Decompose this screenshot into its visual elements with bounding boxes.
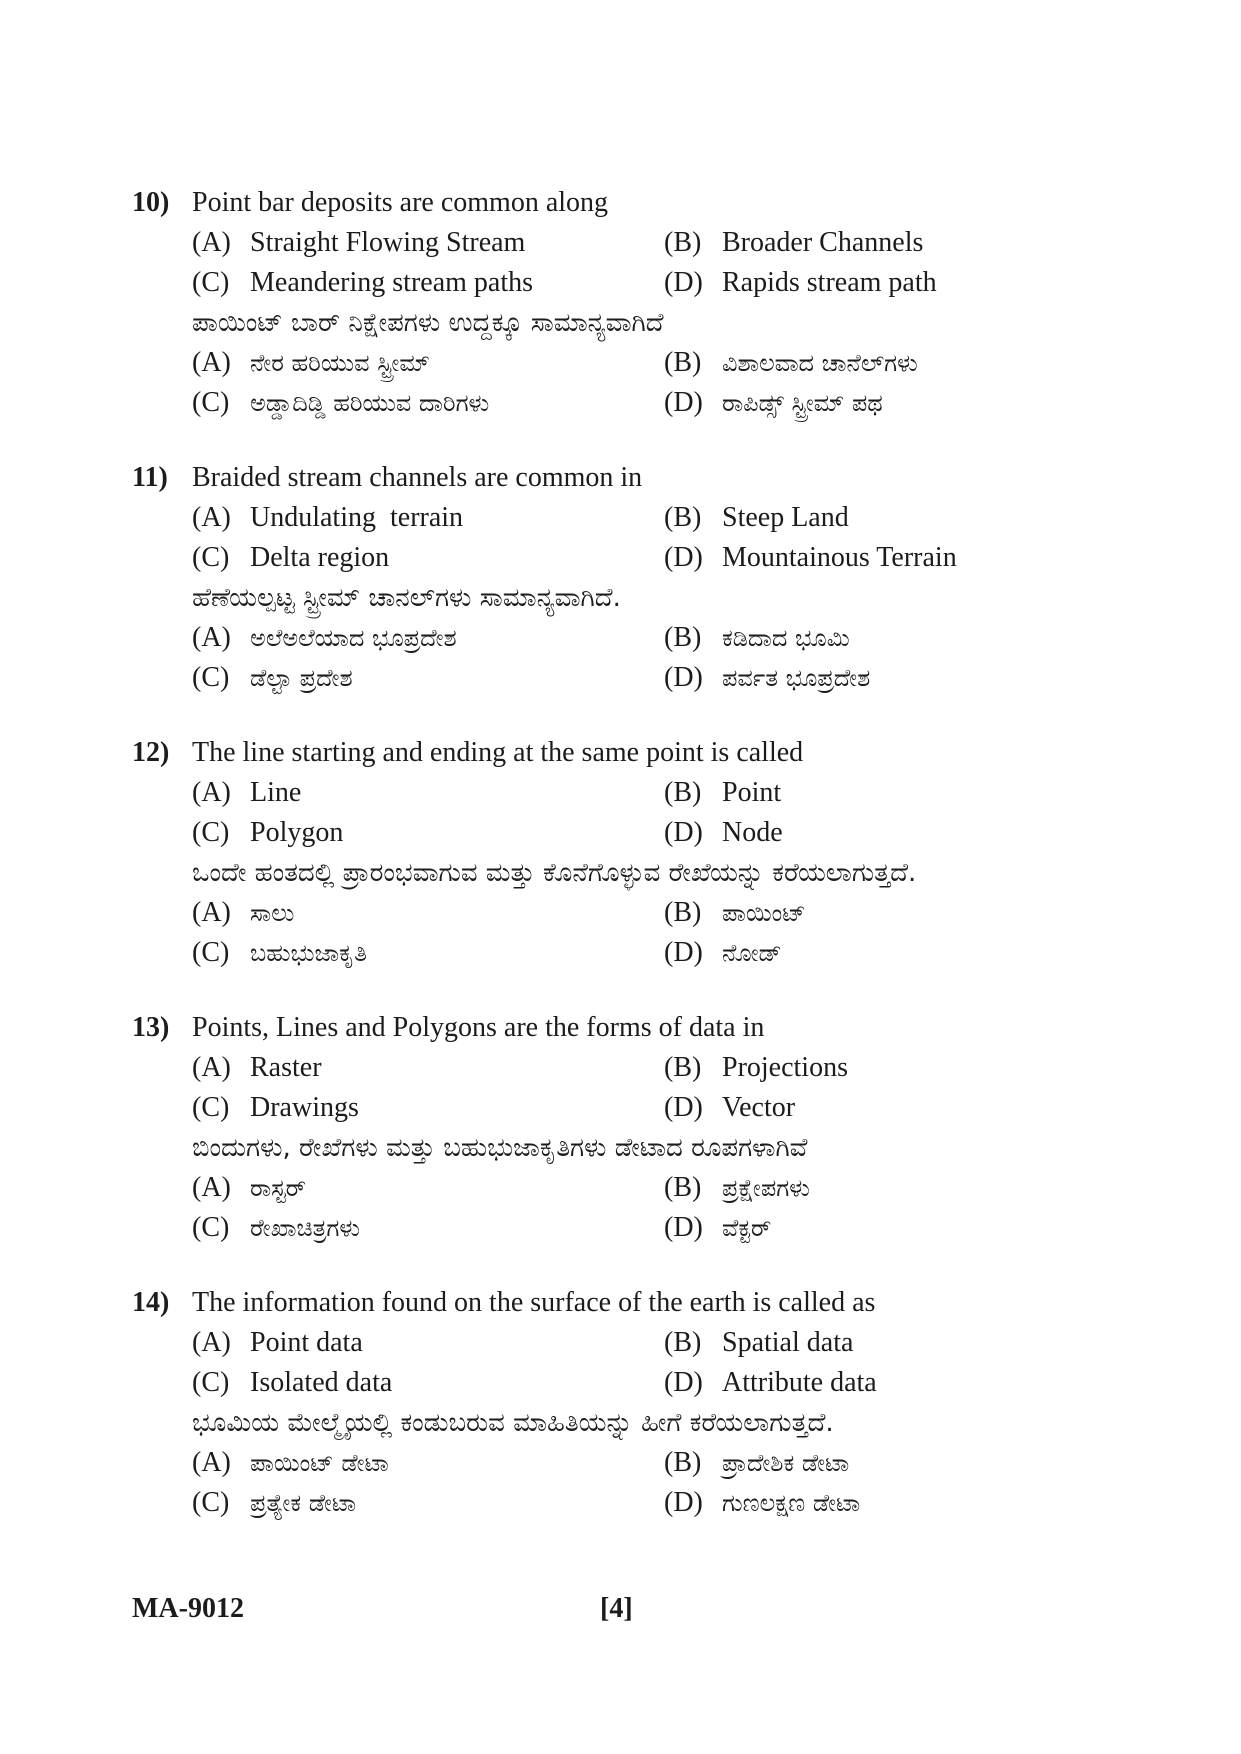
- option-c-kannada: (C) ರೇಖಾಚಿತ್ರಗಳು: [192, 1212, 361, 1243]
- option-a-kannada: (A) ಸಾಲು: [192, 897, 295, 928]
- question-text: The information found on the surface of the earth is called as: [192, 1287, 876, 1318]
- question-text: The line starting and ending at the same point is called: [192, 737, 804, 768]
- option-c-kannada: (C) ಡೆಲ್ಟಾ ಪ್ರದೇಶ: [192, 662, 353, 693]
- option-a-kannada: (A) ನೇರ ಹರಿಯುವ ಸ್ಟ್ರೀಮ್: [192, 347, 430, 378]
- question-11: [132, 458, 1132, 698]
- option-b: (B) Point: [664, 777, 782, 808]
- question-text-kannada: ಒಂದೇ ಹಂತದಲ್ಲಿ ಪ್ರಾರಂಭವಾಗುವ ಮತ್ತು ಕೊನೆಗೊಳ್ಳುವ ರೇಖೆಯನ್ನು ಕರೆಯಲಾಗುತ್ತದೆ.: [192, 858, 917, 888]
- option-a-kannada: (A) ಅಲೆಅಲೆಯಾದ ಭೂಪ್ರದೇಶ: [192, 622, 457, 653]
- question-text: Points, Lines and Polygons are the forms of data in: [192, 1012, 765, 1043]
- option-d: (D) Attribute data: [664, 1367, 877, 1398]
- page-number: [4]: [600, 1593, 633, 1624]
- question-number: 10): [132, 187, 170, 218]
- question-12: [132, 733, 1132, 973]
- option-c-kannada: (C) ಅಡ್ಡಾದಿಡ್ಡಿ ಹರಿಯುವ ದಾರಿಗಳು: [192, 387, 490, 418]
- question-number: 13): [132, 1012, 170, 1043]
- question-text-kannada: ಹೆಣೆಯಲ್ಪಟ್ಟ ಸ್ಟ್ರೀಮ್ ಚಾನಲ್‌ಗಳು ಸಾಮಾನ್ಯವಾಗಿದೆ.: [192, 583, 621, 613]
- option-a: (A) Straight Flowing Stream: [192, 227, 526, 258]
- question-13: [132, 1008, 1132, 1248]
- option-d-kannada: (D) ವೆಕ್ಟರ್: [664, 1212, 772, 1243]
- option-a-kannada: (A) ರಾಸ್ಟರ್: [192, 1172, 307, 1203]
- question-text-kannada: ಬಿಂದುಗಳು, ರೇಖೆಗಳು ಮತ್ತು ಬಹುಭುಜಾಕೃತಿಗಳು ಡೇಟಾದ ರೂಪಗಳಾಗಿವೆ: [192, 1133, 808, 1163]
- option-b: (B) Projections: [664, 1052, 848, 1083]
- question-text-kannada: ಪಾಯಿಂಟ್ ಬಾರ್ ನಿಕ್ಷೇಪಗಳು ಉದ್ದಕ್ಕೂ ಸಾಮಾನ್ಯವಾಗಿದೆ: [192, 308, 664, 338]
- option-d-kannada: (D) ಪರ್ವತ ಭೂಪ್ರದೇಶ: [664, 662, 871, 693]
- option-b: (B) Steep Land: [664, 502, 849, 533]
- option-c: (C) Drawings: [192, 1092, 359, 1123]
- option-c: (C) Isolated data: [192, 1367, 393, 1398]
- option-d-kannada: (D) ರಾಪಿಡ್ಸ್ ಸ್ಟ್ರೀಮ್ ಪಥ: [664, 387, 883, 418]
- page-footer: [132, 1589, 1032, 1629]
- option-c: (C) Polygon: [192, 817, 344, 848]
- option-b: (B) Broader Channels: [664, 227, 924, 258]
- option-c: (C) Meandering stream paths: [192, 267, 534, 298]
- paper-code: MA-9012: [132, 1593, 244, 1624]
- option-d: (D) Node: [664, 817, 783, 848]
- option-c-kannada: (C) ಪ್ರತ್ಯೇಕ ಡೇಟಾ: [192, 1487, 357, 1518]
- option-c-kannada: (C) ಬಹುಭುಜಾಕೃತಿ: [192, 937, 367, 968]
- option-d-kannada: (D) ಗುಣಲಕ್ಷಣ ಡೇಟಾ: [664, 1487, 861, 1518]
- option-a: (A) Line: [192, 777, 302, 808]
- question-text: Point bar deposits are common along: [192, 187, 609, 218]
- option-b-kannada: (B) ಪ್ರಕ್ಷೇಪಗಳು: [664, 1172, 810, 1203]
- option-d: (D) Rapids stream path: [664, 267, 937, 298]
- question-number: 12): [132, 737, 170, 768]
- option-a-kannada: (A) ಪಾಯಿಂಟ್ ಡೇಟಾ: [192, 1447, 389, 1478]
- option-a: (A) Point data: [192, 1327, 363, 1358]
- question-text-kannada: ಭೂಮಿಯ ಮೇಲ್ಮೈಯಲ್ಲಿ ಕಂಡುಬರುವ ಮಾಹಿತಿಯನ್ನು ಹೀಗೆ ಕರೆಯಲಾಗುತ್ತದೆ.: [192, 1408, 834, 1438]
- option-d-kannada: (D) ನೋಡ್: [664, 937, 782, 968]
- question-10: [132, 183, 1132, 423]
- question-text: Braided stream channels are common in: [192, 462, 643, 493]
- option-d: (D) Vector: [664, 1092, 796, 1123]
- question-14: [132, 1283, 1132, 1523]
- option-a: (A) Raster: [192, 1052, 322, 1083]
- option-b-kannada: (B) ಕಡಿದಾದ ಭೂಮಿ: [664, 622, 850, 653]
- option-c: (C) Delta region: [192, 542, 390, 573]
- option-b-kannada: (B) ವಿಶಾಲವಾದ ಚಾನೆಲ್‌ಗಳು: [664, 347, 918, 378]
- question-number: 14): [132, 1287, 170, 1318]
- option-d: (D) Mountainous Terrain: [664, 542, 957, 573]
- option-b: (B) Spatial data: [664, 1327, 854, 1358]
- option-b-kannada: (B) ಪಾಯಿಂಟ್: [664, 897, 806, 928]
- question-number: 11): [132, 462, 168, 493]
- option-b-kannada: (B) ಪ್ರಾದೇಶಿಕ ಡೇಟಾ: [664, 1447, 850, 1478]
- option-a: (A) Undulating terrain: [192, 502, 464, 533]
